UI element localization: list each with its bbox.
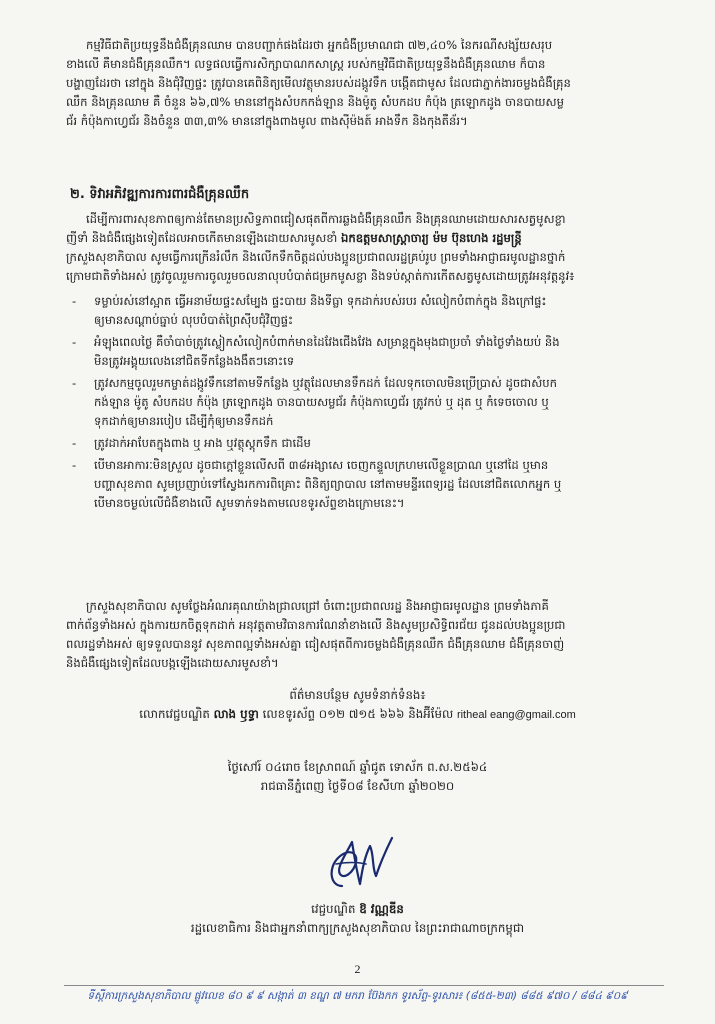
contact-line	[0, 705, 715, 725]
text-line: ពាក់ព័ន្ធទាំងអស់ ក្នុងការយកចិត្តទុកដាក់ អនុវត្តតាមវិធានការណែនាំខាងលើ និងសូមប្រសិទ្ធិពរជ័យ ជូនដល់បងប្អូនប្រជា	[66, 618, 566, 632]
footer-address: ទីស្តីការក្រសួងសុខាភិបាល ផ្លូវលេខ ៨០ ៩ ៩ សង្កាត់ ៣ ខណ្ឌ ៧ មករា ប៊ែងកក ទូរស័ព្ទ-ទូរសារ៖ (៨៥៥-២៣) ៨៨៥ ៩៧០ / ៨៨៤ ៩០៩	[87, 990, 628, 1002]
signatory-name: ឱ វណ្ណឌីន	[359, 902, 404, 916]
list-item	[66, 434, 666, 453]
text-line: ពលរដ្ឋទាំងអស់ ឲ្យទទួលបាននូវ សុខភាពល្អទាំងអស់គ្នា ជៀសផុតពីការចម្លងជំងឺគ្រុនឈឹក ជំងឺគ្រុនឈាម ជំងឺគ្រុនចាញ់	[66, 637, 565, 651]
bullet-text: បញ្ហាសុខភាព សូមប្រញាប់ទៅស្វែងរកការពិគ្រោះ ពិនិត្យព្យាបាល នៅតាមមន្ទីរពេទ្យរដ្ឋ ដែលនៅជិតលោកអ្នក ឬ	[94, 477, 562, 491]
contact-prefix: លោកវេជ្ជបណ្ឌិត	[139, 707, 210, 721]
footer-divider	[64, 985, 664, 986]
text-line: ជ័រ កំប៉ុងកាហ្វេជ័រ និងចំនួន ៣៣,៣% មាននៅក្នុងពាងមូល ពាងស៊ីម៉ងត៍ អាងទឹក និងកុងតឺន័រ។	[66, 114, 468, 128]
text-line: បង្ហាញដែរថា នៅក្នុង និងជុំវិញផ្ទះ ត្រូវបានគេពិនិត្យមើលវត្ថុមានរបស់ដង្កូវទឹក បង្កើតជាមូស ដែលជាភ្នាក់ងារចម្លងជំងឺគ្រុន	[66, 76, 571, 90]
contact-name: លាង ឫទ្ធា	[213, 707, 259, 721]
minister-name: ឯកឧត្តមសាស្ត្រាចារ្យ ម៉ម ប៊ុនហេង រដ្ឋមន្ត្រី	[340, 231, 522, 245]
text-line: និងជំងឺផ្សេងទៀតដែលបង្កឡើងដោយសារមូសខាំ។	[66, 656, 279, 670]
text-line: ក្រសួងសុខាភិបាល សូមធ្វើការក្រើនរំលឹក និងលើកទឹកចិត្តដល់បងប្អូនប្រជាពលរដ្ឋគ្រប់រូប ព្រមទាំងអាជ្ញាធរមូលដ្ឋានថ្នាក់	[66, 250, 566, 264]
text-line: ក្រសួងសុខាភិបាល សូមថ្លែងអំណរគុណយ៉ាងជ្រាលជ្រៅ ចំពោះប្រជាពលរដ្ឋ និងអាជ្ញាធរមូលដ្ឋាន ព្រមទាំងភាគី	[86, 599, 549, 613]
section-heading: ២. ទិវាអភិវឌ្ឍការការពារជំងឺគ្រុនឈឹក	[70, 187, 250, 202]
list-item	[66, 292, 666, 330]
bullet-text: បើមានចម្ងល់លើជំងឺខាងលើ សូមទាក់ទងតាមលេខទូរស័ព្ទខាងក្រោមនេះ។	[94, 496, 405, 510]
signatory-name-line	[0, 900, 715, 919]
bullet-text: ត្រូវដាក់អាបែតក្នុងពាង ឬ អាង ឬវត្ថុស្តុកទឹក ជាដើម	[94, 436, 311, 450]
bullet-text: អំឡុងពេលថ្ងៃ គឺចាំបាច់ត្រូវស្លៀកសំលៀកបំពាក់មានដៃវែងជើងវែង សម្រាន្តក្នុងមុងជាប្រចាំ ទាំងថ្ងៃទាំងយប់ និង	[94, 335, 560, 349]
paragraph-recommendation	[66, 210, 658, 286]
paragraph-intro	[66, 36, 658, 131]
signatory-title: រដ្ឋលេខាធិការ និងជាអ្នកនាំពាក្យក្រសួងសុខាភិបាល នៃព្រះរាជាណាចក្រកម្ពុជា	[190, 921, 525, 935]
bullet-text: បើមានអាការៈមិនស្រួល ដូចជាក្តៅខ្លួនលើសពី ៣៨អង្សាសេ ចេញកន្ទួលក្រហមលើខ្លួនប្រាណ ឬនៅដៃ ឬមាន	[94, 458, 549, 472]
text-line: កម្មវិធីជាតិប្រយុទ្ធនឹងជំងឺគ្រុនឈាម បានបញ្ជាក់ផងដែរថា អ្នកជំងឺប្រមាណជា ៧២,៤០% នៃករណីសង្ស័យសរុប	[86, 38, 553, 52]
list-item	[66, 374, 666, 431]
paragraph-thanks	[66, 597, 658, 673]
bullet-dash: -	[72, 335, 77, 349]
contact-phone: លេខទូរស័ព្ទ ០១២ ៧១៥ ៦៦៦ និងអ៊ីម៉ែល	[262, 707, 454, 721]
text-line: ខាងលើ គឺមានជំងឺគ្រុនឈឹក។ លទ្ធផលធ្វើការសិក្សាបាណកសាស្ត្រ របស់កម្មវិធីជាតិប្រយុទ្ធនឹងជំងឺគ្រុនឈាម ក៏បាន	[66, 57, 546, 71]
bullet-text: មិនត្រូវអង្គុយលេងនៅជិតទីកន្លែងងងឹតៗនោះទេ	[94, 354, 295, 368]
solar-date: រាជធានីភ្នំពេញ ថ្ងៃទី០៨ ខែសីហា ឆ្នាំ២០២០	[260, 779, 455, 793]
contact-email-link[interactable]: ritheal eang@gmail.com	[456, 709, 576, 721]
bullet-text: ឲ្យមានសណ្តាប់ធ្នាប់ លុបបំបាត់ព្រៃស៊ីបជុំវិញផ្ទះ	[94, 313, 294, 327]
lunar-date: ថ្ងៃសៅរ៍ ០៤រោច ខែស្រាពណ៍ ឆ្នាំជូត ទោស័ក ព.ស.២៥៦៤	[227, 760, 488, 774]
text-line: ក្រោមជាតិទាំងអស់ ត្រូវចូលរួមការចូលរួមចលនាលុបបំបាត់ជម្រកមូសខ្លា និងទប់ស្កាត់ការកើតសត្វមូសដោយត្រូវអនុវត្តនូវ៖	[66, 269, 575, 283]
bullet-text: កង់ឡាន ម៉ូតូ សំបកដប កំប៉ុង ត្រឡោកដូង ចានបាយសម្លជ័រ កំប៉ុងកាហ្វេជ័រ ត្រូវកប់ ឬ ដុត ឬ កំទេចចោល ឬ	[94, 395, 549, 409]
text-line: ដើម្បីការពារសុខភាពឲ្យកាន់តែមានប្រសិទ្ធភាពជៀសផុតពីការឆ្លងជំងឺគ្រុនឈឹក និងគ្រុនឈាមដោយសារសត្វមូសខ្លា	[86, 212, 566, 226]
bullet-text: ទម្លាប់រស់នៅស្អាត ធ្វើអនាម័យផ្ទះសម្បែង ផ្ទះបាយ និងទីធ្លា ទុកដាក់របស់របរ សំលៀកបំពាក់ក្នុង និងក្រៅផ្ទះ	[94, 294, 547, 308]
page-number: 2	[354, 962, 361, 976]
bullet-dash: -	[72, 458, 77, 472]
bullet-dash: -	[72, 376, 77, 390]
text-line-part: ញីទាំ និងជំងឺផ្សេងទៀតដែលអាចកើតមានឡើងដោយសារមូសខាំ	[66, 231, 338, 245]
bullet-list	[66, 292, 666, 516]
signatory-prefix: វេជ្ជបណ្ឌិត	[311, 902, 356, 916]
signatory-block	[0, 900, 715, 938]
list-item	[66, 456, 666, 513]
date-block	[0, 758, 715, 796]
text-line	[66, 229, 658, 248]
contact-block	[0, 686, 715, 725]
bullet-dash: -	[72, 294, 77, 308]
bullet-dash: -	[72, 436, 77, 450]
bullet-text: ត្រូវសកម្មចូលរួមកម្ចាត់ដង្កូវទឹកនៅតាមទីកន្លែង ឬវត្ថុដែលមានទឹកដក់ ដែលទុកចោលមិនប្រើប្រាស់ ដូចជាសំបក	[94, 376, 557, 390]
list-item	[66, 333, 666, 371]
signature-image	[300, 828, 420, 898]
contact-title: ព័ត៌មានបន្ថែម សូមទំនាក់ទំនង៖	[289, 688, 426, 702]
text-line: ឈឹក និងគ្រុនឈាម គឺ ចំនួន ៦៦,៧% មាននៅក្នុងសំបកកង់ឡាន និងម៉ូតូ សំបកដប កំប៉ុង ត្រឡោកដូង ចានបាយសម្ល	[66, 95, 564, 109]
bullet-text: ទុកដាក់ឲ្យមានរបៀប ដើម្បីកុំឲ្យមានទឹកដក់	[94, 414, 274, 428]
